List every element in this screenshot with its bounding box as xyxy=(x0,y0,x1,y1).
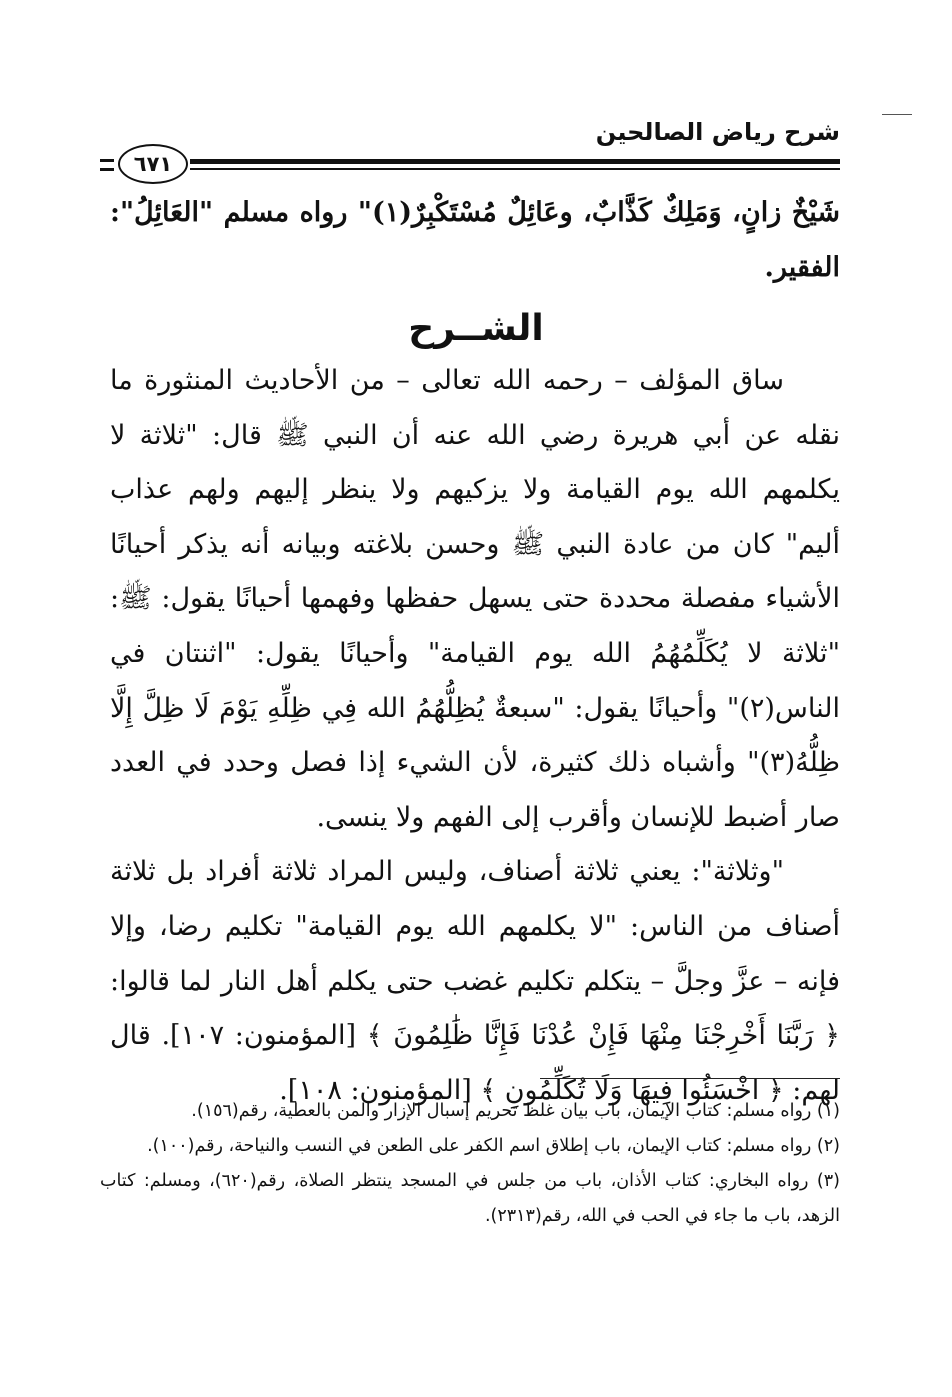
running-title: شرح رياض الصالحين xyxy=(595,118,840,146)
footnote-separator xyxy=(540,1078,840,1079)
footnote: (٢) رواه مسلم: كتاب الإيمان، باب إطلاق اسم الكفر على الطعن في النسب والنياحة، رقم(١٠٠). xyxy=(147,1136,840,1156)
section-title: الشــرح xyxy=(408,308,544,349)
footnote: (٣) رواه البخاري: كتاب الأذان، باب من جلس في المسجد ينتظر الصلاة، رقم(٦٢٠)، ومسلم: كتاب الزهد، باب ما جاء في الحب في الله، رقم(٢٣١٣). xyxy=(100,1171,840,1226)
page-number-oval xyxy=(118,144,188,184)
header-rule-thick xyxy=(190,159,840,164)
header-rule-left-bottom xyxy=(100,168,114,171)
page-number: ٦٧١ xyxy=(133,152,173,176)
hadith-ending xyxy=(110,186,840,295)
paragraph: "وثلاثة": يعني ثلاثة أصناف، وليس المراد ثلاثة أفراد بل ثلاثة أصناف من الناس: "لا يكلمهم الله يوم القيامة" تكليم رضا، وإلا فإنه – عزَّ وجلَّ – يتكلم تكليم غضب حتى يكلم أهل النار لما قالوا: ﴿ رَبَّنَا أَخْرِجْنَا مِنْهَا فَإِنْ عُدْنَا فَإِنَّا ظَٰلِمُونَ ﴾ [المؤمنون: ١٠٧]. قال لهم: ﴿ اخْسَئُوا فِيهَا وَلَا تُكَلِّمُونِ ﴾ [المؤمنون: ١٠٨]. xyxy=(110,856,840,1106)
header-rule-left-top xyxy=(100,159,114,162)
footnote: (١) رواه مسلم: كتاب الإيمان، باب بيان غلظ تحريم إسبال الإزار والمن بالعطية، رقم(١٥٦). xyxy=(191,1101,840,1121)
commentary xyxy=(110,354,840,1118)
corner-mark xyxy=(882,114,912,115)
footnotes xyxy=(100,1094,840,1234)
hadith-ending-text: شَيْخٌ زانٍ، وَمَلِكٌ كَذَّابٌ، وعَائِلٌ مُسْتَكْبِرٌ(١)" رواه مسلم "العَائِلُ": الفقير. xyxy=(110,197,841,283)
paragraph: ساق المؤلف – رحمه الله تعالى – من الأحاديث المنثورة ما نقله عن أبي هريرة رضي الله عنه أن النبي ﷺ قال: "ثلاثة لا يكلمهم الله يوم القيامة ولا يزكيهم ولا ينظر إليهم ولهم عذاب أليم" كان من عادة النبي ﷺ وحسن بلاغته وبيانه أنه يذكر أحيانًا الأشياء مفصلة محددة حتى يسهل حفظها وفهمها أحيانًا يقول: ﷺ: "ثلاثة لا يُكَلِّمُهُمُ الله يوم القيامة" وأحيانًا يقول: "اثنتان في الناس(٢)" وأحيانًا يقول: "سبعةٌ يُظِلُّهُمُ الله فِي ظِلِّهِ يَوْمَ لَا ظِلَّ إِلَّا ظِلُّهُ(٣)" وأشباه ذلك كثيرة، لأن الشيء إذا فصل وحدد في العدد صار أضبط للإنسان وأقرب إلى الفهم ولا ينسى. xyxy=(110,365,840,833)
header-rule-thin xyxy=(190,168,840,170)
